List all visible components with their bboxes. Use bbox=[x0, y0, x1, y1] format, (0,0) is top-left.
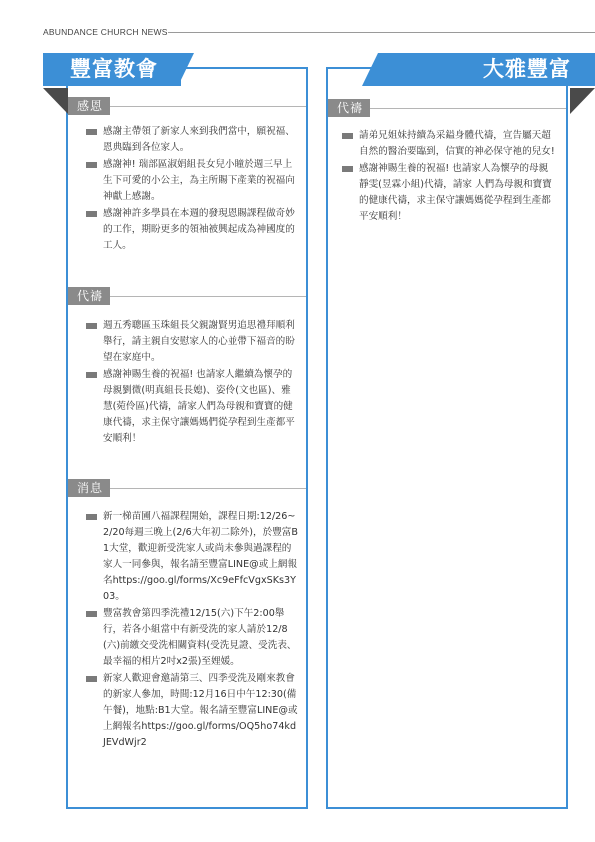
bullet-icon bbox=[86, 211, 97, 217]
left-banner-tail bbox=[178, 53, 194, 86]
bullet-icon bbox=[342, 133, 353, 139]
news-list bbox=[86, 509, 298, 752]
list-item: 感謝神! 瑞部區淑娟組長女兒小瞳於週三早上生下可愛的小公主，為主所賜下產業的祝福向神獻上感謝。 bbox=[86, 157, 298, 205]
bullet-icon bbox=[86, 372, 97, 378]
section-label-thanks: 感恩 bbox=[68, 97, 110, 115]
header-rule bbox=[168, 32, 595, 33]
bullet-icon bbox=[86, 129, 97, 135]
list-item: 豐富教會第四季洗禮12/15(六)下午2:00舉行，若各小組當中有新受洗的家人請於12/8(六)前繳交受洗相關資料(受洗見證、受洗表、最幸福的相片2吋x2張)至娌媛。 bbox=[86, 606, 298, 670]
list-item: 週五秀聰區玉珠組長父親謝賢男追思禮拜順利舉行，請主親自安慰家人的心並帶下福音的盼望在家庭中。 bbox=[86, 318, 298, 366]
right-prayer-list bbox=[342, 128, 556, 226]
bullet-icon bbox=[86, 323, 97, 329]
section-label-prayer-right: 代禱 bbox=[328, 99, 370, 117]
list-item: 新一梯苗圃八福課程開始，課程日期:12/26~2/20每週三晚上(2/6大年初二除外)，於豐富B1大堂，歡迎新受洗家人或尚未參與過課程的家人一同參與，報名請至豐富LINE@或上網報名https://goo.gl/forms/Xc9eFfcVgxSKs3Y03。 bbox=[86, 509, 298, 605]
bullet-icon bbox=[342, 166, 353, 172]
list-item: 新家人歡迎會邀請第三、四季受洗及剛來教會的新家人參加，時間:12月16日中午12:30(備午餐)，地點:B1大堂。報名請至豐富LINE@或上網報名https://goo.gl/forms/OQ5ho74kdJEVdWjr2 bbox=[86, 671, 298, 751]
bullet-icon bbox=[86, 514, 97, 520]
list-item: 感謝主帶領了新家人來到我們當中，願祝福、恩典臨到各位家人。 bbox=[86, 124, 298, 156]
list-item: 感謝神賜生養的祝福! 也請家人為懷孕的母親靜雯(昱霖小組)代禱，請家 人們為母親和寶寶的健康代禱，求主保守讓媽媽從孕程到生產都平安順利！ bbox=[342, 161, 556, 225]
right-banner-fold bbox=[570, 88, 595, 114]
bullet-icon bbox=[86, 676, 97, 682]
newsletter-header: ABUNDANCE CHURCH NEWS bbox=[43, 27, 168, 37]
bullet-icon bbox=[86, 611, 97, 617]
right-banner-tail bbox=[362, 53, 378, 86]
thanks-list bbox=[86, 124, 298, 255]
left-column-banner: 豐富教會 bbox=[43, 53, 181, 86]
section-label-news: 消息 bbox=[68, 479, 110, 497]
right-column-banner: 大雅豐富 bbox=[378, 53, 595, 86]
section-label-prayer: 代禱 bbox=[68, 287, 110, 305]
list-item: 感謝神賜生養的祝福! 也請家人繼續為懷孕的母親劉微(明真組長長媳)、姿伶(文也區)、雅慧(菀伶區)代禱，請家人們為母親和寶寶的健康代禱，求主保守讓媽媽們從孕程到生產都平安順利！ bbox=[86, 367, 298, 447]
left-banner-fold bbox=[43, 88, 68, 114]
list-item: 請弟兄姐妹持續為采鎰身體代禱，宣告屬天超自然的醫治要臨到，信實的神必保守祂的兒女! bbox=[342, 128, 556, 160]
prayer-list bbox=[86, 318, 298, 448]
list-item: 感謝神許多學員在本週的發現恩賜課程做奇妙的工作，期盼更多的領袖被興起成為神國度的工人。 bbox=[86, 206, 298, 254]
bullet-icon bbox=[86, 162, 97, 168]
